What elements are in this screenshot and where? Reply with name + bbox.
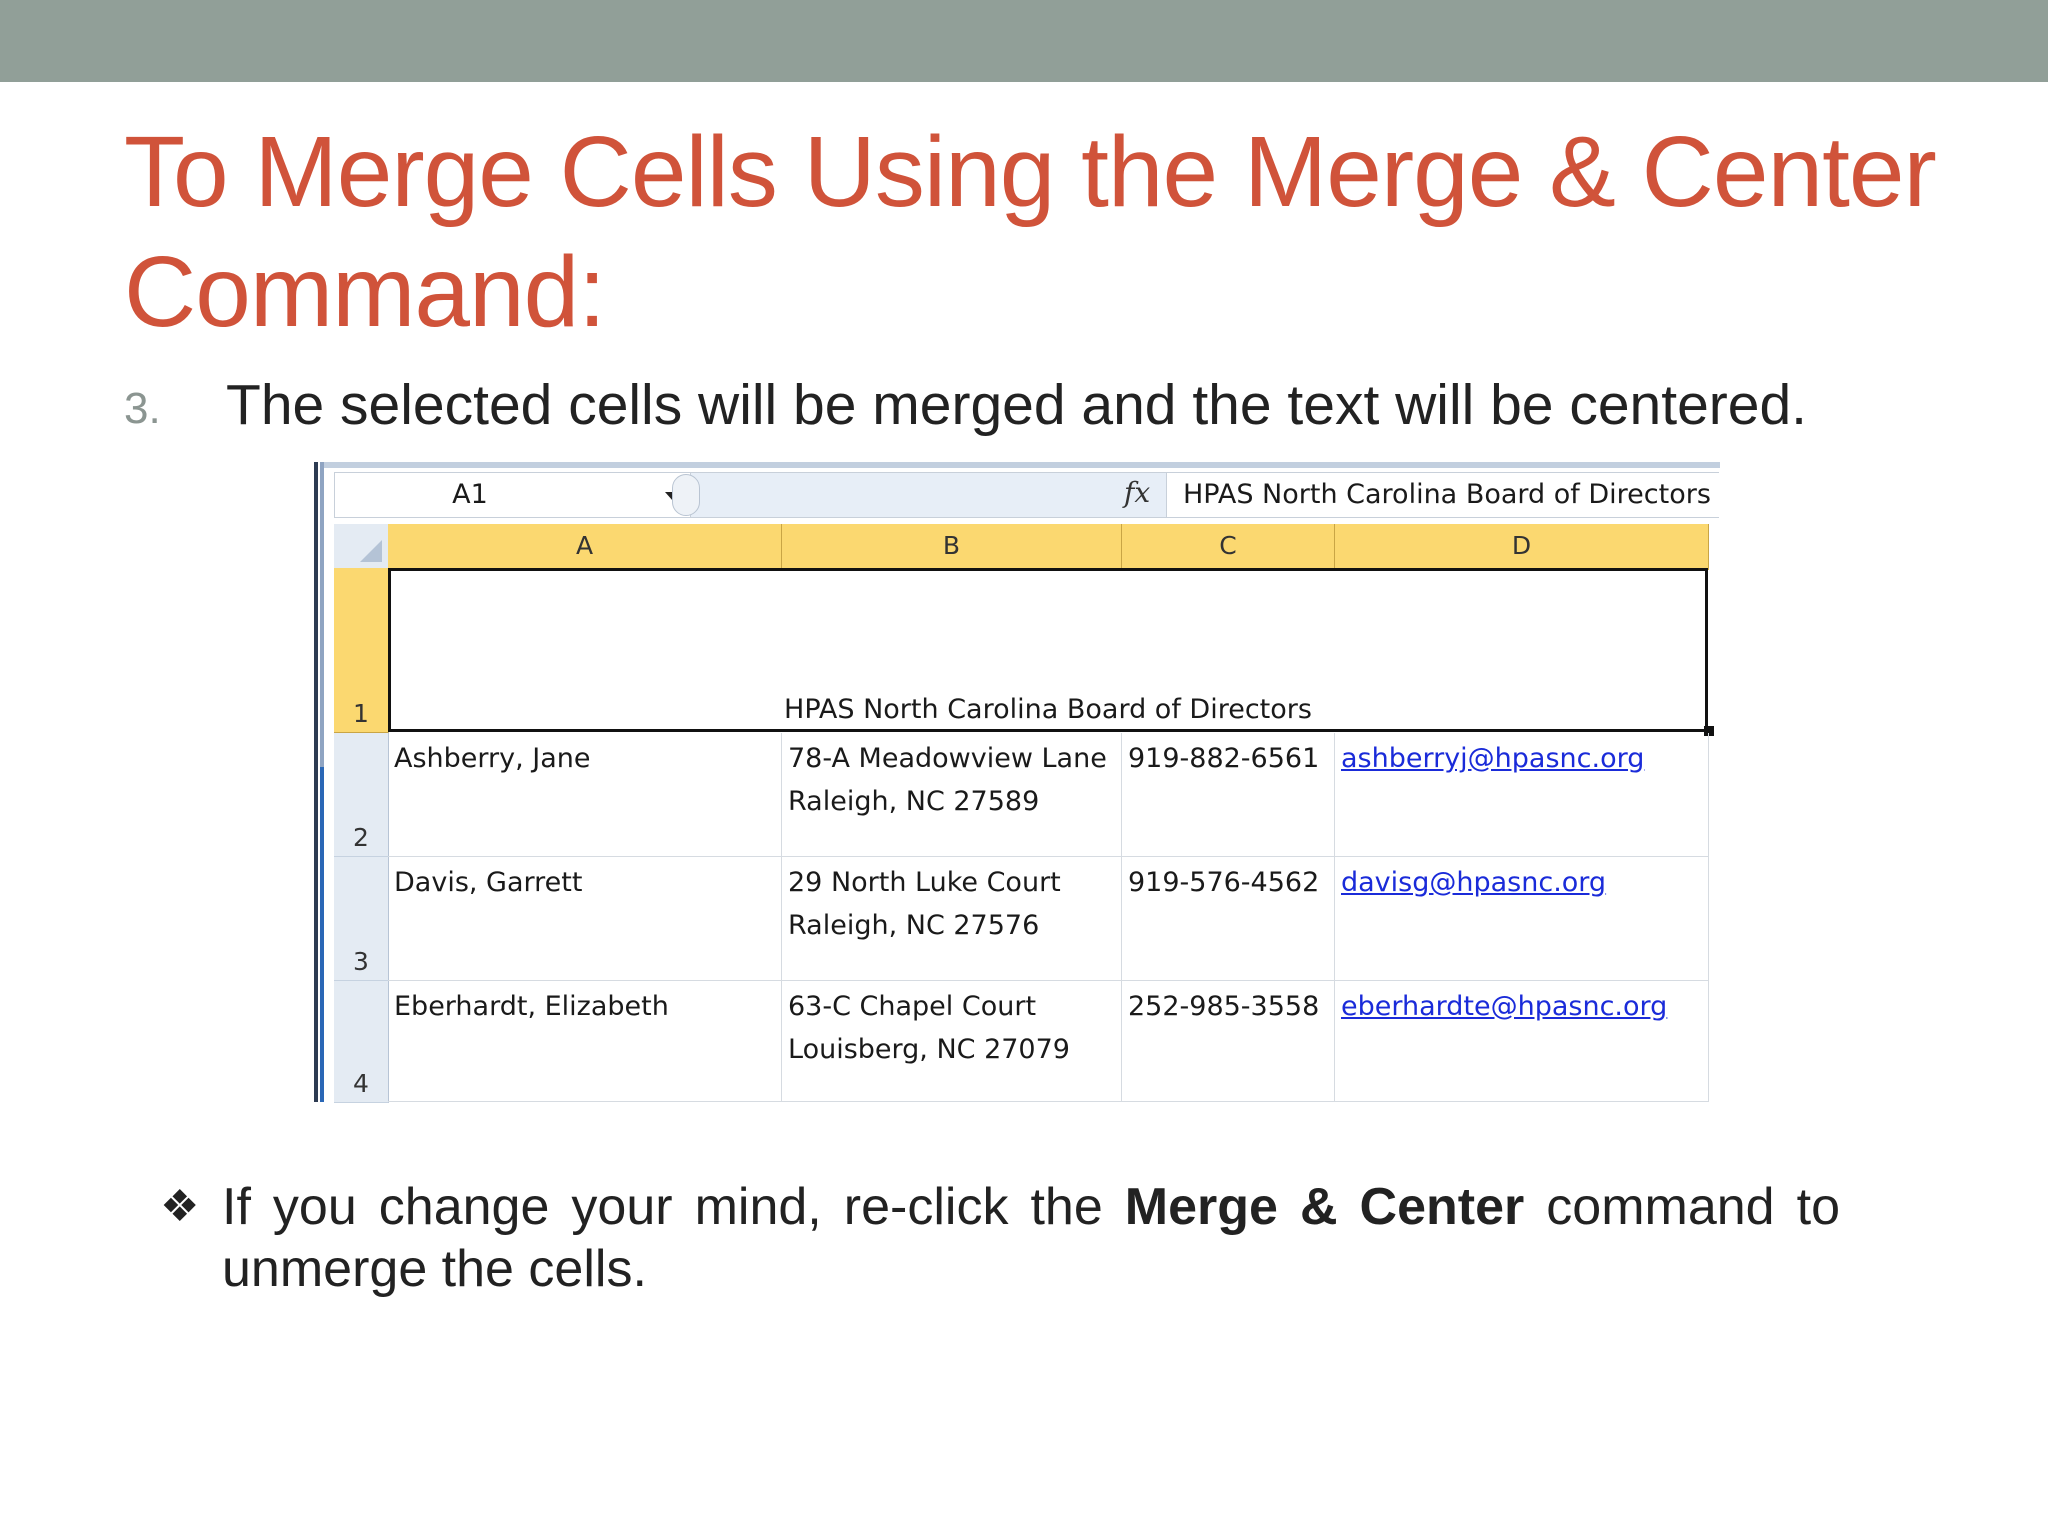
table-cell-phone[interactable] [1122,733,1335,857]
row-header-4[interactable] [334,981,389,1103]
note-text [222,1176,1840,1300]
note-text-before: If you change your mind, re-click the [222,1178,1125,1236]
step-item [124,372,2004,442]
table-cell-name[interactable] [388,733,782,857]
diamond-bullet-icon: ❖ [160,1182,200,1231]
cell-text: Davis, Garrett [394,867,583,898]
email-link[interactable]: davisg@hpasnc.org [1341,867,1607,898]
table-cell-address[interactable] [782,857,1122,981]
cell-text: Ashberry, Jane [394,743,591,774]
merged-cell-a1[interactable] [388,568,1708,732]
insert-function-icon[interactable]: 𝑓x [1124,476,1151,509]
cell-text: 63-C Chapel Court [788,991,1037,1022]
formula-bar-divider [690,472,1168,518]
formula-bar-value: HPAS North Carolina Board of Directors [1183,479,1711,510]
cell-text: Raleigh, NC 27589 [788,786,1040,817]
email-link[interactable]: ashberryj@hpasnc.org [1341,743,1645,774]
merged-cell-text: HPAS North Carolina Board of Directors [784,694,1312,725]
cell-text: 252-985-3558 [1128,991,1320,1022]
step-text: The selected cells will be merged and the text will be centered. [226,373,1807,437]
excel-screenshot [314,462,1720,1102]
table-cell-phone[interactable] [1122,981,1335,1102]
name-box[interactable] [334,472,692,518]
column-header-c[interactable]: C [1122,524,1335,570]
table-cell-address[interactable] [782,981,1122,1102]
cell-text: 29 North Luke Court [788,867,1061,898]
window-frame-top [324,462,1720,468]
row-header-1[interactable] [334,568,389,733]
formula-bar[interactable] [1166,472,1719,518]
cell-text: Raleigh, NC 27576 [788,910,1040,941]
formula-bar-resize-handle[interactable] [672,474,700,516]
table-cell-address[interactable] [782,733,1122,857]
row-header-3[interactable] [334,857,389,981]
table-cell-phone[interactable] [1122,857,1335,981]
row-number: 3 [353,947,369,976]
row-number: 2 [353,823,369,852]
name-box-value: A1 [452,479,488,510]
column-header-d[interactable]: D [1335,524,1709,570]
note-text-after: command to unmerge the cells. [222,1178,1840,1298]
table-cell-email[interactable] [1335,981,1709,1102]
row-number: 1 [353,699,369,728]
table-cell-email[interactable] [1335,857,1709,981]
window-frame-edge [314,462,318,1102]
column-header-b[interactable]: B [782,524,1122,570]
cell-text: 919-882-6561 [1128,743,1320,774]
table-cell-name[interactable] [388,981,782,1102]
top-bar [0,0,2048,82]
cell-text: 919-576-4562 [1128,867,1320,898]
table-cell-email[interactable] [1335,733,1709,857]
email-link[interactable]: eberhardte@hpasnc.org [1341,991,1668,1022]
cell-text: Louisberg, NC 27079 [788,1034,1070,1065]
scroll-indicator [320,767,324,1102]
slide-title: To Merge Cells Using the Merge & Center Command: [124,116,1936,348]
column-header-a[interactable]: A [388,524,782,570]
note-command-name: Merge & Center [1124,1178,1525,1236]
cell-text: Eberhardt, Elizabeth [394,991,669,1022]
step-number: 3. [124,384,161,433]
table-cell-name[interactable] [388,857,782,981]
row-number: 4 [353,1069,369,1098]
select-all-button[interactable] [334,524,389,569]
row-header-2[interactable] [334,733,389,857]
select-all-triangle-icon [360,540,382,562]
cell-text: 78-A Meadowview Lane [788,743,1107,774]
